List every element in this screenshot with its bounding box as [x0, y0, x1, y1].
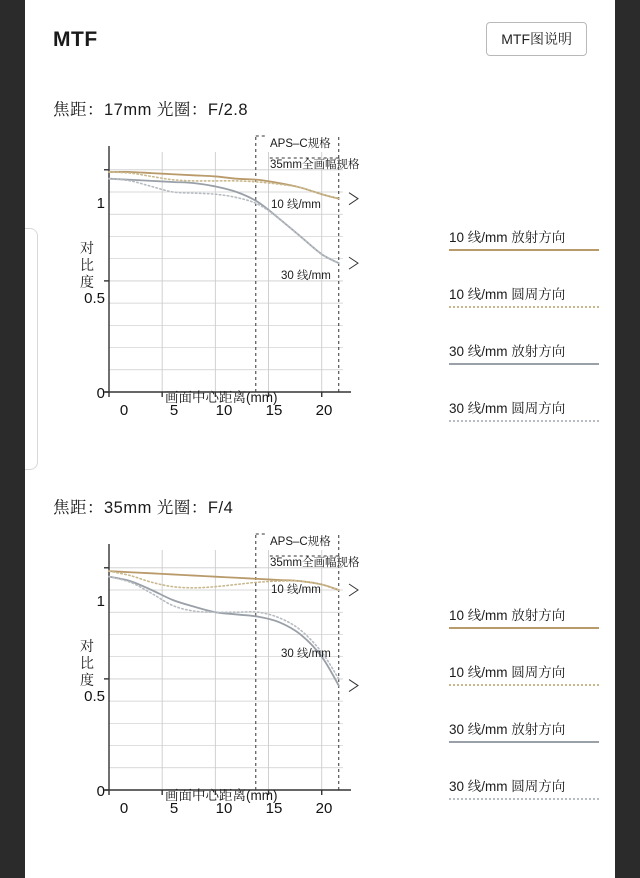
legend-label: 30 线/mm 放射方向	[449, 722, 566, 737]
x-axis-title: 画面中心距离(mm)	[165, 788, 278, 803]
legend-row-30-radial	[449, 718, 599, 748]
legend-row-30-radial	[449, 340, 599, 370]
legend-line-sample	[449, 798, 599, 800]
x-tick-0: 0	[119, 800, 129, 817]
plot-area	[53, 130, 393, 420]
x-tick-5: 5	[169, 800, 179, 817]
legend-line-sample	[449, 363, 599, 365]
x-tick-15: 15	[265, 402, 283, 419]
legend-line-sample	[449, 420, 599, 422]
x-tick-10: 10	[215, 402, 233, 419]
x-tick-20: 20	[315, 800, 333, 817]
x-tick-5: 5	[169, 402, 179, 419]
mtf-explanation-button[interactable]: MTF图说明	[486, 22, 587, 56]
annotation-fullframe: 35mm全画幅规格	[270, 557, 360, 569]
legend-line-sample	[449, 684, 599, 686]
page-title: MTF	[53, 28, 98, 51]
legend-row-10-radial	[449, 604, 599, 634]
chart-canvas	[53, 130, 393, 420]
chart-canvas	[53, 528, 393, 818]
y-tick-0: 0	[96, 385, 105, 402]
plot-area	[53, 528, 393, 818]
legend-line-sample	[449, 306, 599, 308]
legend-row-10-circum	[449, 661, 599, 691]
chart-heading: 焦距：35mm 光圈：F/4	[53, 499, 234, 517]
x-tick-10: 10	[215, 800, 233, 817]
annotation-fullframe: 35mm全画幅规格	[270, 159, 360, 171]
curve-label-30: 30 线/mm	[281, 648, 331, 660]
legend-label: 10 线/mm 放射方向	[449, 608, 566, 623]
legend-label: 10 线/mm 圆周方向	[449, 287, 566, 302]
curve-label-10: 10 线/mm	[271, 199, 321, 211]
annotation-apsc: APS–C规格	[270, 138, 331, 150]
legend-row-10-radial	[449, 226, 599, 256]
curve-label-10: 10 线/mm	[271, 584, 321, 596]
legend-label: 10 线/mm 圆周方向	[449, 665, 566, 680]
legend-label: 30 线/mm 圆周方向	[449, 779, 566, 794]
curve-label-30: 30 线/mm	[281, 270, 331, 282]
legend-label: 30 线/mm 放射方向	[449, 344, 566, 359]
legend-label: 30 线/mm 圆周方向	[449, 401, 566, 416]
y-tick-0-5: 0.5	[84, 290, 105, 307]
legend-line-sample	[449, 741, 599, 743]
legend-row-30-circum	[449, 397, 599, 427]
y-axis-title: 对比度	[80, 240, 94, 290]
legend-label: 10 线/mm 放射方向	[449, 230, 566, 245]
page-edge-tab	[25, 228, 38, 470]
x-axis-title: 画面中心距离(mm)	[165, 390, 278, 405]
x-tick-20: 20	[315, 402, 333, 419]
legend-row-30-circum	[449, 775, 599, 805]
x-tick-15: 15	[265, 800, 283, 817]
legend-line-sample	[449, 627, 599, 629]
y-tick-1: 1	[96, 195, 105, 212]
y-tick-0-5: 0.5	[84, 688, 105, 705]
annotation-apsc: APS–C规格	[270, 536, 331, 548]
y-tick-1: 1	[96, 593, 105, 610]
y-tick-0: 0	[96, 783, 105, 800]
x-tick-0: 0	[119, 402, 129, 419]
document-page	[25, 0, 615, 878]
legend-line-sample	[449, 249, 599, 251]
legend-row-10-circum	[449, 283, 599, 313]
y-axis-title: 对比度	[80, 638, 94, 688]
chart-heading: 焦距：17mm 光圈：F/2.8	[53, 101, 249, 119]
